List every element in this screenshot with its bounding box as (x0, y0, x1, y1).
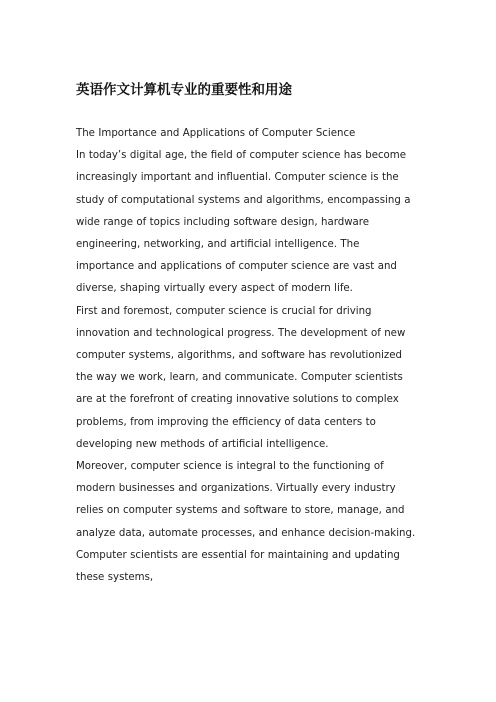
paragraph-innovation: First and foremost, computer science is crucial for driving innovation and technological progress. The development of new computer systems, algorithms, and software has revolutionized the way we work, learn, and communicate. Computer scientists are at the forefront of creating innovative solutions to complex problems, from improving the efficiency of data centers to developing new methods of artificial intelligence. (76, 305, 406, 450)
paragraph-business: Moreover, computer science is integral to the functioning of modern businesses and organizations. Virtually every industry relies on computer systems and software to store, manage, and analyze data, automate processes, and enhance decision-making. Computer scientists are essential for maintaining and updating these systems, (76, 461, 416, 584)
document-body (76, 123, 421, 589)
document-title: 英语作文计算机专业的重要性和用途 (76, 82, 292, 98)
document-subtitle: The Importance and Applications of Computer Science (76, 128, 356, 139)
paragraph-intro: In today’s digital age, the field of computer science has become increasingly important and influential. Computer science is the study of computational systems and algorithms, encompassing a wide range of topics including software design, hardware engineering, networking, and artificial intelligence. The importance and applications of computer science are vast and diverse, shaping virtually every aspect of modern life. (76, 150, 411, 295)
